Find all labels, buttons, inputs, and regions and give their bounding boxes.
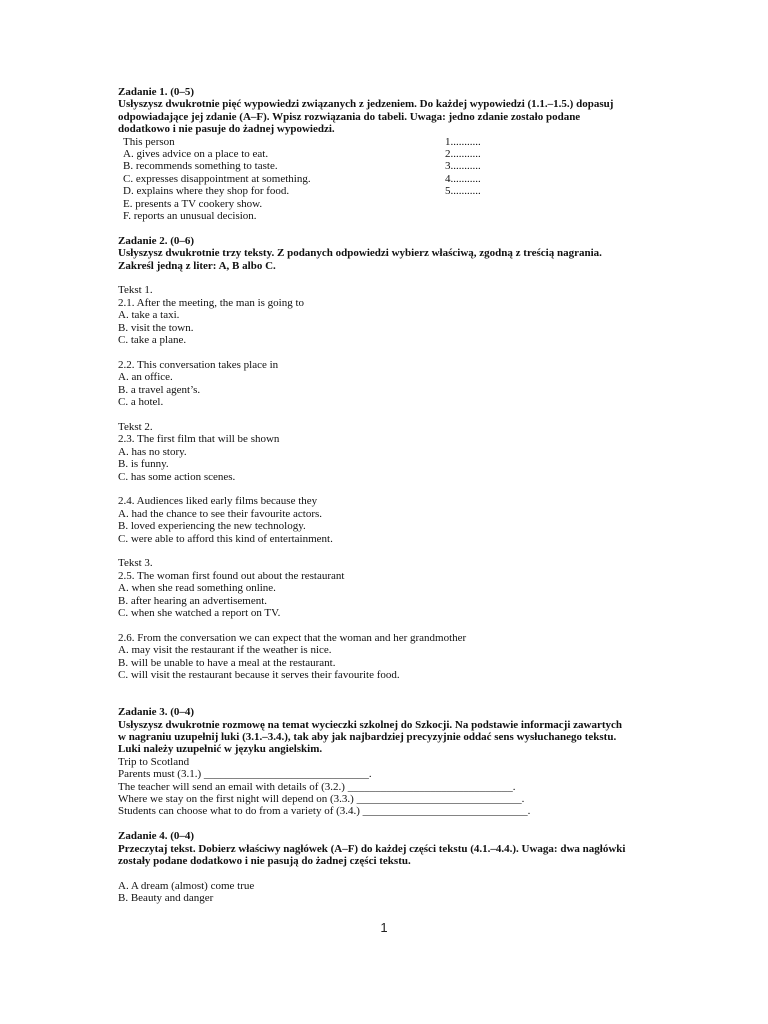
task-1-option: E. presents a TV cookery show. [123,197,263,210]
task-2-instruction-line: Usłyszysz dwukrotnie trzy teksty. Z podanych odpowiedzi wybierz właściwą, zgodną z treścią nagrania. [118,247,602,260]
heading-option: A. A dream (almost) come true [118,879,255,892]
answer-option[interactable]: C. take a plane. [118,334,187,347]
task-4 [118,830,658,904]
text-heading: Tekst 1. [118,284,153,297]
question-block [118,632,658,682]
document-page [118,86,658,905]
answer-option[interactable]: C. were able to afford this kind of entertainment. [118,532,333,545]
answer-option[interactable]: B. visit the town. [118,321,194,334]
task-2-title: Zadanie 2. (0–6) [118,234,195,247]
question-stem: 2.6. From the conversation we can expect that the woman and her grandmother [118,631,467,644]
gap-fill-line[interactable]: Where we stay on the first night will depend on (3.3.) ______________________________. [118,793,525,806]
task-1-title: Zadanie 1. (0–5) [118,86,195,98]
task-1-row [118,185,658,197]
task-3 [118,706,658,818]
task-3-heading: Trip to Scotland [118,755,190,768]
answer-option[interactable]: A. has no story. [118,445,187,458]
spacer [118,545,658,557]
task-1-answer-slot[interactable]: 5........... [445,185,481,198]
answer-option[interactable]: C. a hotel. [118,396,164,409]
task-1-option: F. reports an unusual decision. [123,210,257,223]
spacer [118,347,658,359]
question-block [118,284,658,346]
answer-option[interactable]: A. had the chance to see their favourite actors. [118,507,323,520]
answer-option[interactable]: C. will visit the restaurant because it serves their favourite food. [118,668,400,681]
question-stem: 2.5. The woman first found out about the restaurant [118,569,345,582]
task-1-answer-slot[interactable]: 3........... [445,160,481,173]
task-1-instruction-line: Usłyszysz dwukrotnie pięć wypowiedzi związanych z jedzeniem. Do każdej wypowiedzi (1.1.–1.5.) dopasuj [118,98,614,111]
task-3-instruction-line: Luki należy uzupełnić w języku angielskim. [118,743,323,756]
gap-fill-line[interactable]: The teacher will send an email with details of (3.2.) ______________________________. [118,780,516,793]
task-1-instruction-line: odpowiadające jej zdanie (A–F). Wpisz rozwiązania do tabeli. Uwaga: jedno zdanie zostało podane [118,110,581,123]
task-2 [118,235,658,682]
answer-option[interactable]: B. loved experiencing the new technology. [118,520,306,533]
task-1-option: This person [123,135,175,148]
task-1-option: A. gives advice on a place to eat. [123,148,269,161]
task-1-row [118,173,658,185]
question-block [118,495,658,545]
question-stem: 2.3. The first film that will be shown [118,433,280,446]
spacer [118,867,658,879]
task-1-row [118,198,658,210]
question-block [118,359,658,409]
task-1-row [118,210,658,222]
question-block [118,557,658,619]
task-1-option: D. explains where they shop for food. [123,185,290,198]
text-heading: Tekst 3. [118,557,153,570]
question-block [118,421,658,483]
question-stem: 2.4. Audiences liked early films because they [118,495,318,508]
spacer [118,409,658,421]
question-stem: 2.2. This conversation takes place in [118,358,279,371]
task-3-instruction-line: Usłyszysz dwukrotnie rozmowę na temat wycieczki szkolnej do Szkocji. Na podstawie informacji zawartych [118,718,623,731]
answer-option[interactable]: A. may visit the restaurant if the weather is nice. [118,644,332,657]
spacer [118,694,658,706]
answer-option[interactable]: A. take a taxi. [118,309,180,322]
task-1-row [118,136,658,148]
task-4-title: Zadanie 4. (0–4) [118,830,195,843]
text-heading: Tekst 2. [118,420,153,433]
task-1-answer-slot[interactable]: 1........... [445,135,481,148]
task-4-instruction-line: Przeczytaj tekst. Dobierz właściwy nagłówek (A–F) do każdej części tekstu (4.1.–4.4.). Uwaga: dwa nagłówki [118,842,626,855]
task-1-instruction-line: dodatkowo i nie pasuje do żadnej wypowiedzi. [118,123,335,136]
spacer [118,272,658,284]
gap-fill-line[interactable]: Parents must (3.1.) ______________________________. [118,768,372,781]
answer-option[interactable]: C. when she watched a report on TV. [118,606,281,619]
answer-option[interactable]: A. an office. [118,371,173,384]
task-4-instruction-line: zostały podane dodatkowo i nie pasują do żadnej części tekstu. [118,855,411,868]
task-1-answer-slot[interactable]: 2........... [445,148,481,161]
answer-option[interactable]: B. a travel agent’s. [118,383,201,396]
task-1-row [118,160,658,172]
task-2-instruction-line: Zakreśl jedną z liter: A, B albo C. [118,259,276,272]
answer-option[interactable]: C. has some action scenes. [118,470,236,483]
answer-option[interactable]: B. is funny. [118,458,169,471]
spacer [118,619,658,631]
answer-option[interactable]: A. when she read something online. [118,582,276,595]
task-3-title: Zadanie 3. (0–4) [118,706,195,719]
spacer [118,222,658,234]
spacer [118,818,658,830]
question-stem: 2.1. After the meeting, the man is going to [118,296,305,309]
answer-option[interactable]: B. after hearing an advertisement. [118,594,268,607]
task-1 [118,86,658,222]
task-1-row [118,148,658,160]
gap-fill-line[interactable]: Students can choose what to do from a variety of (3.4.) ______________________________. [118,805,531,818]
task-1-option: C. expresses disappointment at something. [123,172,311,185]
answer-option[interactable]: B. will be unable to have a meal at the restaurant. [118,656,336,669]
task-1-answer-slot[interactable]: 4........... [445,172,481,185]
heading-option: B. Beauty and danger [118,892,214,905]
page-number: 1 [380,920,388,935]
task-1-option: B. recommends something to taste. [123,160,278,173]
spacer [118,483,658,495]
spacer [118,681,658,693]
task-3-instruction-line: w nagraniu uzupełnij luki (3.1.–3.4.), tak aby jak najbardziej precyzyjnie oddać sens wysłuchanego tekstu. [118,730,617,743]
